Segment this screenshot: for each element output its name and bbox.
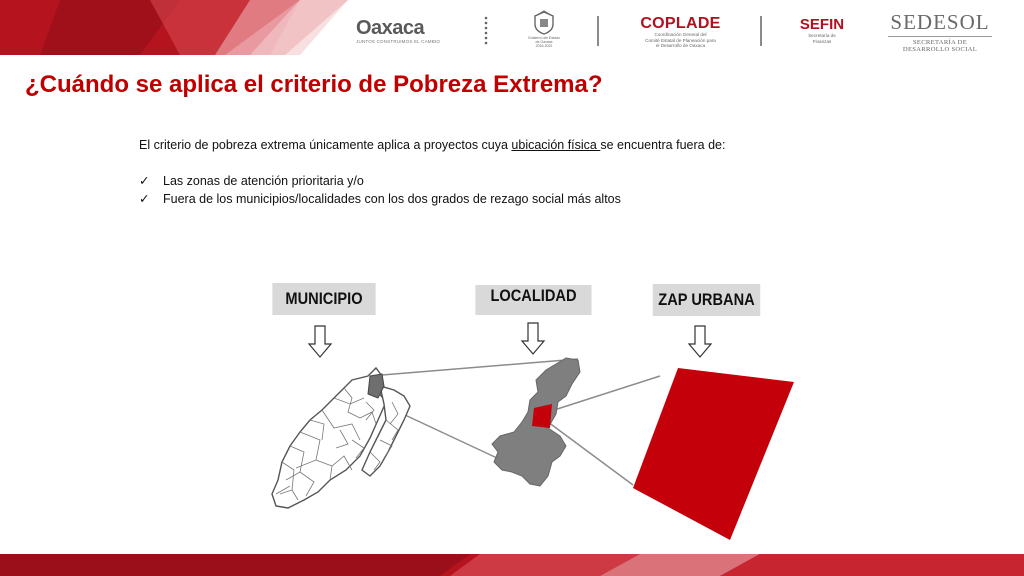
sedesol-logo bbox=[880, 11, 1000, 53]
down-arrow-icon bbox=[689, 326, 711, 357]
intro-paragraph bbox=[139, 138, 725, 152]
down-arrow-icon bbox=[522, 323, 544, 354]
zap-urbana-area bbox=[633, 368, 794, 540]
oaxaca-logo-tagline: JUNTOS CONSTRUIMOS EL CAMBIO bbox=[356, 39, 441, 44]
municipio-map bbox=[272, 368, 410, 508]
intro-text-before: El criterio de pobreza extrema únicamente aplica a proyectos cuya bbox=[139, 138, 512, 152]
criteria-list bbox=[139, 172, 621, 208]
zap-urbana-label: ZAP URBANA bbox=[653, 284, 761, 316]
down-arrow-icon bbox=[309, 326, 331, 357]
localidad-map bbox=[492, 358, 580, 486]
seal-caption-3: 2016-2022 bbox=[535, 44, 553, 48]
list-item bbox=[139, 190, 621, 208]
sedesol-logo-sub-1: SECRETARÍA DE bbox=[912, 39, 968, 46]
list-item-text: Las zonas de atención prioritaria y/o bbox=[163, 174, 364, 188]
connector-line bbox=[548, 422, 633, 485]
header-decorative-band bbox=[0, 0, 1024, 60]
list-item bbox=[139, 172, 621, 190]
sefin-logo-sub-1: Secretaría de bbox=[808, 33, 836, 38]
logo-divider bbox=[597, 16, 599, 46]
sefin-logo bbox=[790, 17, 854, 44]
slide-title: ¿Cuándo se aplica el criterio de Pobreza Extrema? bbox=[25, 71, 603, 98]
sedesol-logo-rule bbox=[888, 36, 992, 37]
sedesol-logo-word: SEDESOL bbox=[890, 10, 990, 34]
state-seal-logo bbox=[527, 10, 561, 48]
seal-icon bbox=[531, 10, 557, 36]
dotted-separator bbox=[484, 16, 488, 48]
check-icon: ✓ bbox=[139, 192, 150, 206]
seal-caption-2: de Oaxaca bbox=[535, 40, 553, 44]
intro-text-underlined: ubicación física bbox=[511, 138, 601, 152]
sedesol-logo-sub-2: DESARROLLO SOCIAL bbox=[902, 46, 978, 53]
localidad-highlight bbox=[532, 404, 552, 428]
check-icon: ✓ bbox=[139, 174, 150, 188]
coplade-logo-sub-2: Comité Estatal de Planeación para bbox=[645, 37, 716, 43]
oaxaca-logo bbox=[356, 18, 456, 44]
localidad-label: LOCALIDAD bbox=[475, 285, 591, 315]
sefin-logo-word: SEFIN bbox=[799, 16, 845, 33]
seal-caption-1: Gobierno del Estado bbox=[528, 36, 560, 40]
sefin-logo-sub-2: Finanzas bbox=[812, 38, 832, 44]
oaxaca-logo-word: Oaxaca bbox=[356, 17, 425, 39]
connector-line bbox=[548, 376, 660, 412]
coplade-logo bbox=[628, 15, 733, 49]
footer-decorative-band bbox=[0, 554, 1024, 576]
list-item-text: Fuera de los municipios/localidades con los dos grados de rezago social más altos bbox=[163, 192, 621, 206]
connector-line bbox=[405, 415, 497, 458]
logo-divider bbox=[760, 16, 762, 46]
coplade-logo-word: COPLADE bbox=[640, 15, 721, 32]
municipio-label: MUNICIPIO bbox=[272, 283, 375, 315]
intro-text-after: se encuentra fuera de: bbox=[600, 138, 726, 152]
coplade-logo-sub-1: Coordinación General del bbox=[654, 32, 707, 37]
coplade-logo-sub-3: el Desarrollo de Oaxaca bbox=[655, 43, 706, 48]
connector-line bbox=[382, 359, 578, 375]
